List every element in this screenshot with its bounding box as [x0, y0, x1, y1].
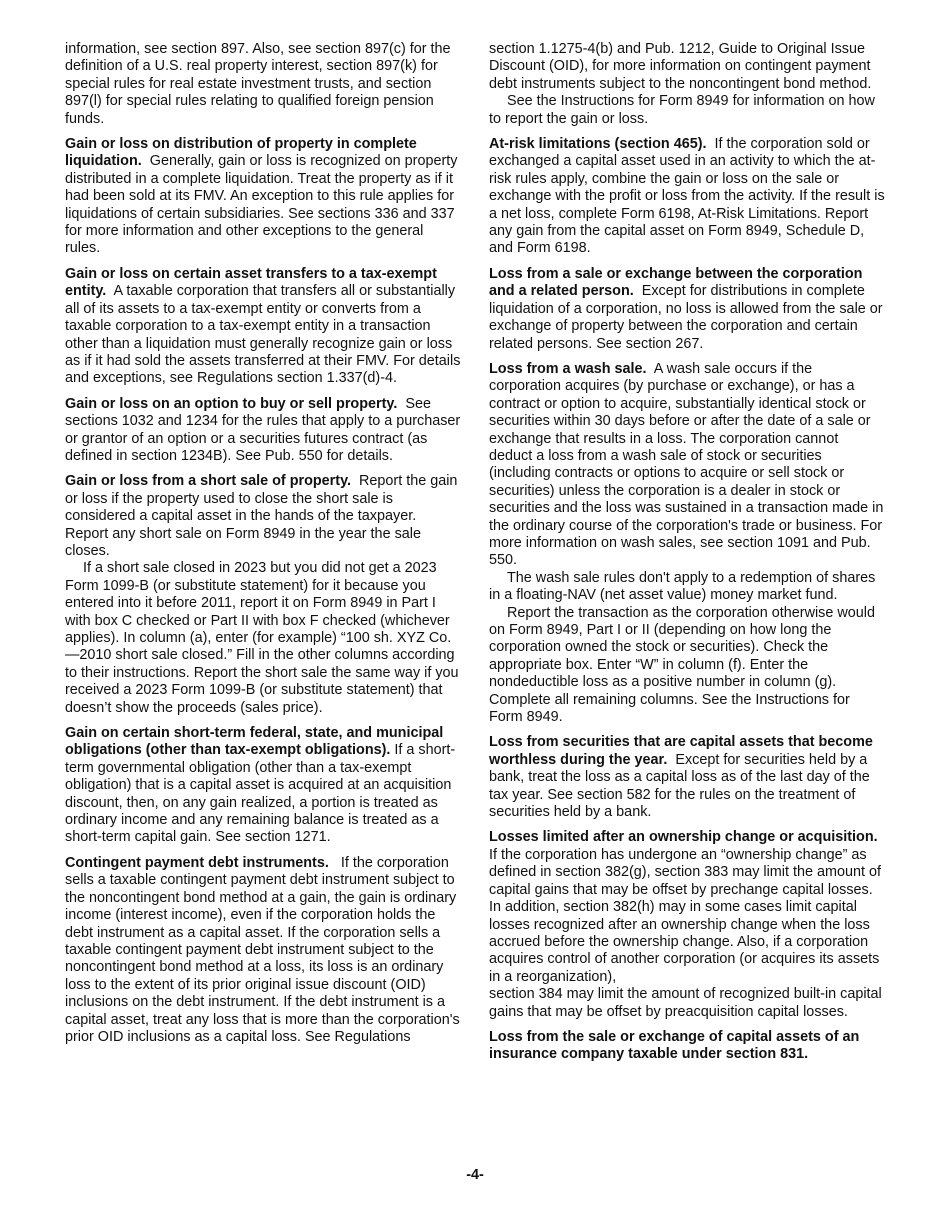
paragraph-complete-liquidation: Gain or loss on distribution of property in complete liquidation. Generally, gain or loss is recognized on property distributed in a complete liquidation. Treat the property as if it had been sold at its FMV. An exception to this rule applies for liquidations of certain subsidiaries. See sections 336 and 337 for more information and other exceptions to the general rules. [65, 136, 458, 257]
paragraph-form-8949-instructions: See the Instructions for Form 8949 for information on how to report the gain or loss. [489, 93, 875, 127]
heading-complete-liquidation: Gain or loss on distribution of property in complete liquidation. [65, 136, 417, 170]
heading-related-person: Loss from a sale or exchange between the corporation and a related person. [489, 265, 863, 300]
paragraph-floating-nav: The wash sale rules don't apply to a redemption of shares in a floating-NAV (net asset value) money market fund. [489, 569, 876, 604]
heading-wash-sale: Loss from a wash sale. [489, 360, 647, 377]
heading-short-term-obligations: Gain on certain short-term federal, state, and municipal obligations (other than tax-exempt obligations). [65, 725, 444, 759]
heading-worthless-securities: Loss from securities that are capital assets that become worthless during the year. [489, 734, 873, 768]
paragraph-at-risk: At-risk limitations (section 465). If the corporation sold or exchanged a capital asset used in an activity to which the at-risk rules apply, combine the gain or loss on the sale or exchange with the profit or loss from the activity. If the result is a net loss, complete Form 6198, At-Risk Limitations. Report any gain from the capital asset on Form 8949, Schedule D, and Form 6198. [489, 136, 885, 257]
heading-option: Gain or loss on an option to buy or sell property. [65, 395, 398, 412]
heading-insurance-company: Loss from the sale or exchange of capital assets of an insurance company taxable under section 831. [489, 1028, 860, 1063]
paragraph-short-sale-2023: If a short sale closed in 2023 but you did not get a 2023 Form 1099-B (or substitute statement) for it because you entered into it before 2011, report it on Form 8949 in Part I with box C checked or Part II with box F checked (whichever applies). In column (a), enter (for example) “100 sh. XYZ Co. —2010 short sale closed.” Fill in the other columns according to their instructions. Report the short sale the same way if you received a 2023 Form 1099-B (or substitute statement) that doesn’t show the proceeds (sales price). [65, 560, 459, 716]
heading-tax-exempt-transfer: Gain or loss on certain asset transfers to a tax-exempt entity. [65, 265, 437, 300]
paragraph-short-term-obligations: Gain on certain short-term federal, state, and municipal obligations (other than tax-exempt obligations). If a short-term governmental obligation (other than a tax-exempt obligation) that is a capital asset is acquired at an acquisition discount, then, on any gain realized, a portion is treated as ordinary income and any remaining balance is treated as a short-term capital gain. See section 1271. [65, 725, 456, 846]
heading-contingent-payment: Contingent payment debt instruments. [65, 854, 329, 871]
paragraph-insurance-company [489, 1029, 885, 1064]
paragraph-option: Gain or loss on an option to buy or sell property. See sections 1032 and 1234 for the rules that apply to a purchaser or grantor of an option or a securities futures contract (as defined in section 1234B). See Pub. 550 for details. [65, 395, 461, 464]
paragraph-short-sale: Gain or loss from a short sale of property. Report the gain or loss if the property used to close the short sale is considered a capital asset in the hands of the taxpayer. Report any short sale on Form 8949 in the year the sale closes. [65, 473, 458, 559]
paragraph-tax-exempt-transfer: Gain or loss on certain asset transfers to a tax-exempt entity. A taxable corporation that transfers all or substantially all of its assets to a tax-exempt entity or converts from a taxable corporation to a tax-exempt entity in a transaction other than a liquidation must generally recognize gain or loss as if it had sold the assets transferred at their FMV. For details and exceptions, see Regulations section 1.337(d)-4. [65, 265, 461, 387]
right-column [489, 41, 885, 1072]
paragraph-report-transaction: Report the transaction as the corporation otherwise would on Form 8949, Part I or II (depending on how long the corporation owned the stock or securities). Check the appropriate box. Enter “W” in column (f). Enter the nondeductible loss as a positive number in column (g). Complete all remaining columns. See the Instructions for Form 8949. [489, 604, 875, 726]
left-column [65, 41, 461, 1054]
paragraph-section-384: section 384 may limit the amount of recognized built-in capital gains that may be offset by preacquisition capital losses. [489, 986, 882, 1020]
paragraph-wash-sale: Loss from a wash sale. A wash sale occurs if the corporation acquires (by purchase or exchange), or has a contract or option to acquire, substantially identical stock or securities within 30 days before or after the date of a sale or exchange that results in a loss. The corporation cannot deduct a loss from a wash sale of stock or securities (including contracts or options to acquire or sell stock or securities) unless the corporation is a dealer in stock or securities and the loss was sustained in a transaction made in the ordinary course of the corporation's trade or business. For more information on wash sales, see section 1091 and Pub. 550. [489, 360, 884, 569]
paragraph-worthless-securities: Loss from securities that are capital assets that become worthless during the year. Except for securities held by a bank, treat the loss as a capital loss as of the last day of the tax year. See section 582 for the rules on the treatment of securities held by a bank. [489, 734, 873, 821]
paragraph-contingent-payment: Contingent payment debt instruments. If the corporation sells a taxable contingent payment debt instrument subject to the noncontingent bond method at a gain, the gain is ordinary income (interest income), even if the corporation holds the debt instrument as a capital asset. If the corporation sells a taxable contingent payment debt instrument subject to the noncontingent bond method at a loss, its loss is an ordinary loss to the extent of its prior original issue discount (OID) inclusions on the debt instrument. If the debt instrument is a capital asset, treat any loss that is more than the corporation's prior OID inclusions as a capital loss. See Regulations [65, 854, 460, 1045]
heading-at-risk: At-risk limitations (section 465). [489, 136, 707, 153]
paragraph-regulations-1275: section 1.1275-4(b) and Pub. 1212, Guide to Original Issue Discount (OID), for more information on contingent payment debt instruments subject to the noncontingent bond method. [489, 41, 872, 92]
heading-ownership-change: Losses limited after an ownership change or acquisition. [489, 829, 878, 846]
page-number: -4- [466, 1167, 484, 1183]
paragraph-section-897: information, see section 897. Also, see section 897(c) for the definition of a U.S. real property interest, section 897(k) for special rules for real estate investment trusts, and section 897(l) for special rules relating to qualified foreign pension funds. [65, 41, 451, 127]
paragraph-ownership-change: Losses limited after an ownership change or acquisition. If the corporation has undergone an “ownership change” as defined in section 382(g), section 383 may limit the amount of capital gains that may be offset by prechange capital losses. In addition, section 382(h) may in some cases limit capital losses recognized after an ownership change when the loss accrued before the ownership change. Also, if a corporation acquires control of another corporation (or acquires its assets in a reorganization), [489, 829, 881, 985]
heading-short-sale: Gain or loss from a short sale of property. [65, 473, 352, 490]
paragraph-related-person: Loss from a sale or exchange between the corporation and a related person. Except for distributions in complete liquidation of a corporation, no loss is allowed from the sale or exchange of property between the corporation and certain related persons. See section 267. [489, 265, 883, 352]
